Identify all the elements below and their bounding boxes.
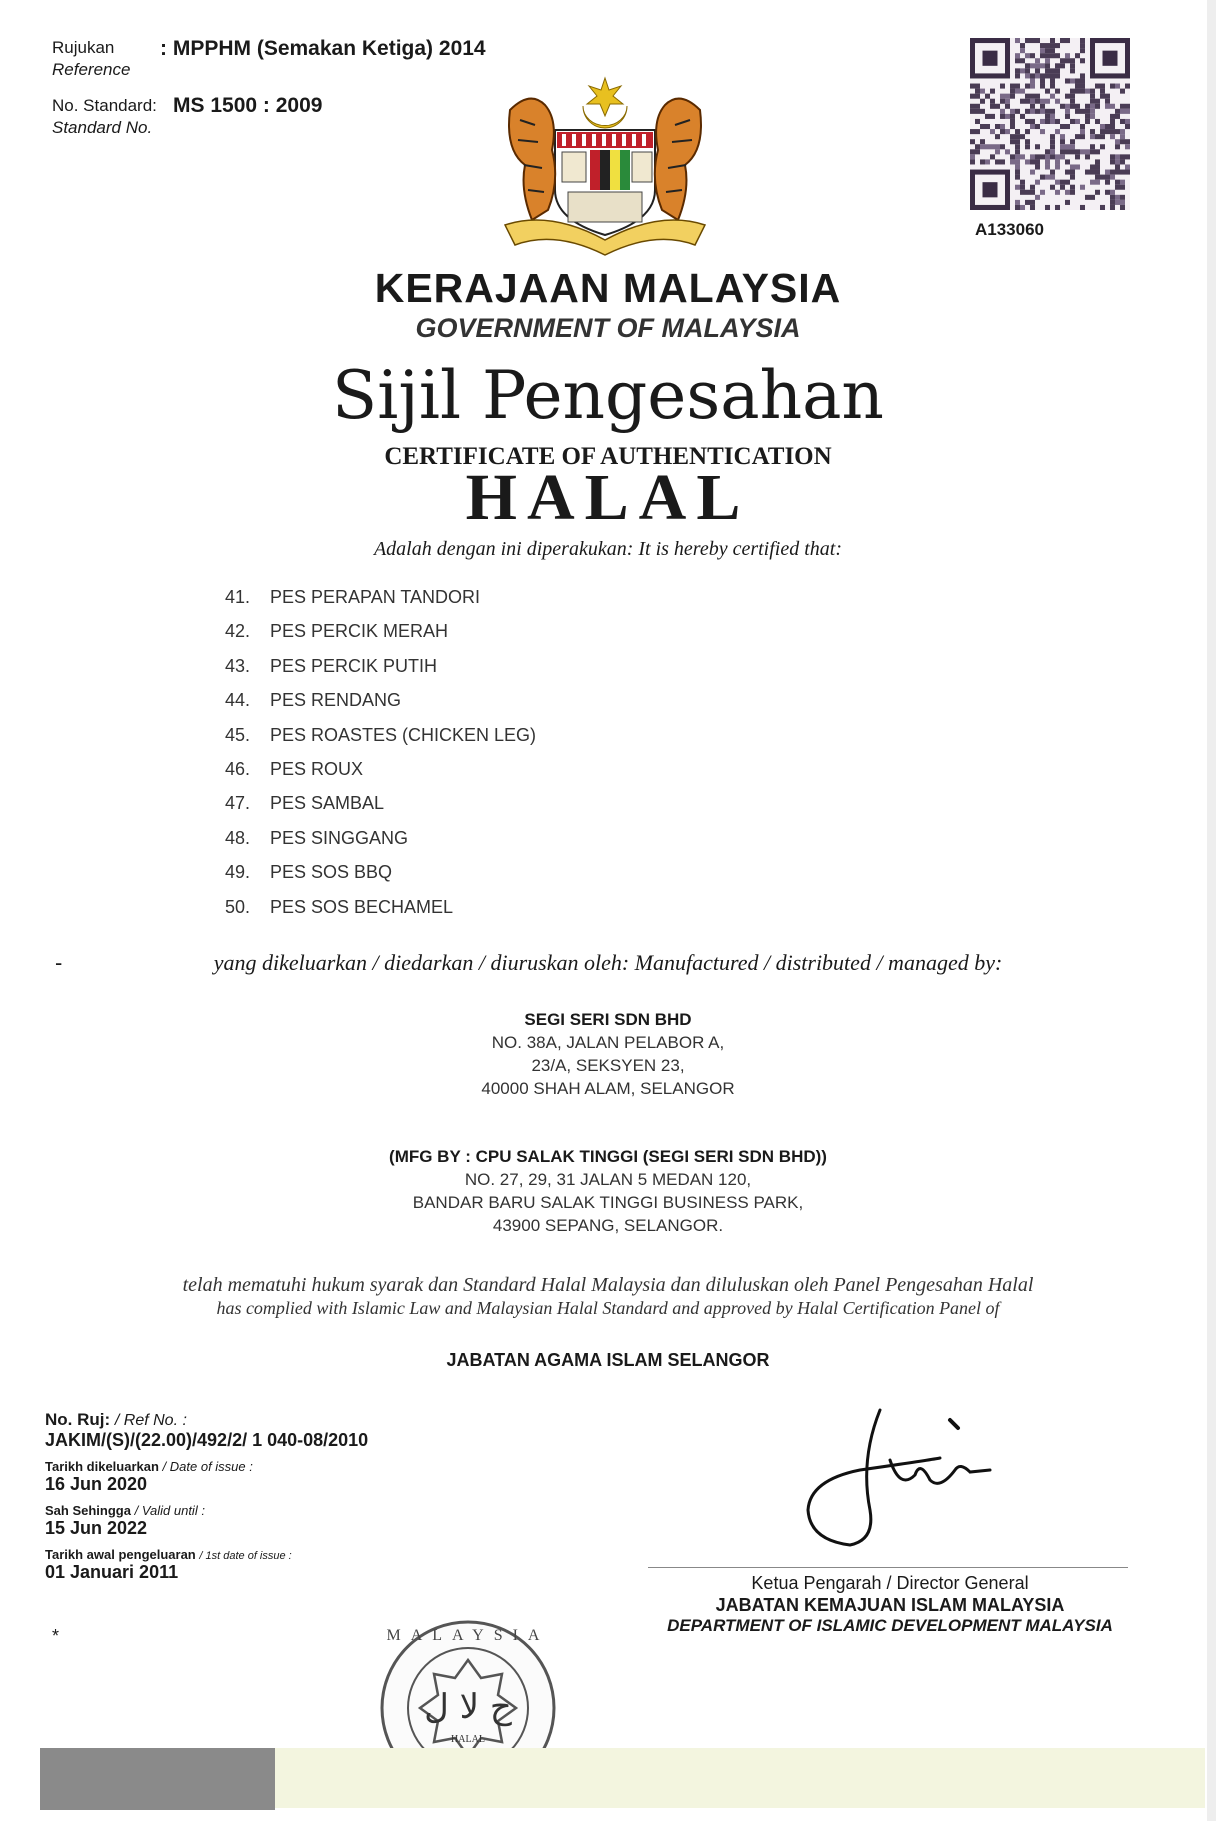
factory-address-line: BANDAR BARU SALAK TINGGI BUSINESS PARK, (412, 1193, 804, 1212)
coat-of-arms-emblem (490, 70, 720, 260)
list-item (225, 614, 825, 648)
compliance-statement (0, 1273, 1216, 1319)
halal-heading: HALAL (465, 461, 751, 534)
reference-label: Rujukan (52, 38, 115, 57)
reference-details (45, 1410, 545, 1591)
item-number: 42. (225, 621, 251, 642)
issue-date-value: 16 Jun 2020 (45, 1474, 148, 1494)
issue-date-label: Tarikh dikeluarkan (45, 1459, 159, 1474)
list-item (225, 580, 825, 614)
item-number: 50. (225, 896, 251, 917)
ref-no-label: No. Ruj: (45, 1410, 111, 1429)
item-name: PES SINGGANG (270, 827, 409, 848)
item-name: PES PERCIK PUTIH (270, 655, 438, 676)
item-name: PES ROASTES (CHICKEN LEG) (270, 724, 537, 745)
item-number: 49. (225, 862, 251, 883)
list-item (225, 683, 825, 717)
factory-address-block (0, 1145, 1216, 1237)
seal-center-text: HALAL (451, 1734, 485, 1745)
compliance-line-malay: telah mematuhi hukum syarak dan Standard Halal Malaysia dan diluluskan oleh Panel Pengesahan Halal (182, 1274, 1034, 1296)
factory-name: (MFG BY : CPU SALAK TINGGI (SEGI SERI SDN BHD)) (389, 1147, 827, 1166)
standard-label-en: Standard No. (52, 118, 153, 137)
government-title-malay: KERAJAAN MALAYSIA (374, 265, 842, 311)
list-item (225, 890, 825, 924)
company-address-line: NO. 38A, JALAN PELABOR A, (491, 1033, 725, 1052)
valid-until-label-en: / Valid until : (134, 1503, 205, 1518)
item-name: PES SOS BECHAMEL (270, 896, 454, 917)
first-issue-label: Tarikh awal pengeluaran (45, 1547, 196, 1562)
company-address-line: 40000 SHAH ALAM, SELANGOR (481, 1079, 735, 1098)
item-number: 47. (225, 793, 251, 814)
factory-address-line: NO. 27, 29, 31 JALAN 5 MEDAN 120, (464, 1170, 752, 1189)
certificate-subheading: CERTIFICATE OF AUTHENTICATION (384, 443, 832, 470)
first-issue-value: 01 Januari 2011 (45, 1562, 179, 1582)
ref-no-label-en: / Ref No. : (114, 1412, 187, 1429)
asterisk-mark: * (52, 1626, 60, 1646)
issue-date-label-en: / Date of issue : (162, 1459, 253, 1474)
valid-until-value: 15 Jun 2022 (45, 1518, 148, 1538)
list-item (225, 718, 825, 752)
company-address-block (0, 1008, 1216, 1100)
qr-code (970, 38, 1130, 210)
list-item (225, 855, 825, 889)
department-name-malay: JABATAN KEMAJUAN ISLAM MALAYSIA (715, 1595, 1065, 1615)
manufactured-by-intro: yang dikeluarkan / diedarkan / diuruskan oleh: Manufactured / distributed / managed by: (213, 950, 1003, 975)
security-band (275, 1748, 1205, 1808)
department-name-english: DEPARTMENT OF ISLAMIC DEVELOPMENT MALAYSIA (667, 1616, 1113, 1635)
item-number: 43. (225, 655, 251, 676)
item-name: PES SAMBAL (270, 793, 385, 814)
item-name: PES SOS BBQ (270, 862, 393, 883)
item-name: PES PERAPAN TANDORI (270, 587, 481, 607)
certificate-heading: Sijil Pengesahan (332, 357, 884, 434)
director-title: Ketua Pengarah / Director General (751, 1573, 1029, 1593)
ref-no-value: JAKIM/(S)/(22.00)/492/2/ 1 040-08/2010 (45, 1430, 369, 1450)
item-number: 48. (225, 827, 251, 848)
page-edge (1207, 0, 1216, 1821)
company-name: SEGI SERI SDN BHD (524, 1010, 692, 1029)
redacted-box (40, 1748, 275, 1810)
dash-mark: - (55, 950, 63, 975)
company-address-line: 23/A, SEKSYEN 23, (531, 1056, 685, 1075)
signature-line (648, 1567, 1128, 1568)
certified-statement: Adalah dengan ini diperakukan: It is hereby certified that: (373, 538, 843, 560)
item-number: 46. (225, 758, 251, 779)
item-name: PES RENDANG (270, 690, 402, 711)
list-item (225, 752, 825, 786)
list-item (225, 786, 825, 820)
list-item (225, 649, 825, 683)
director-signature (790, 1400, 1020, 1550)
government-title-english: GOVERNMENT OF MALAYSIA (415, 313, 801, 343)
valid-until-label: Sah Sehingga (45, 1503, 131, 1518)
standard-value: MS 1500 : 2009 (173, 94, 323, 117)
reference-value: : MPPHM (Semakan Ketiga) 2014 (160, 37, 486, 60)
item-number: 45. (225, 724, 251, 745)
item-number: 41. (225, 587, 251, 607)
first-issue-label-en: / 1st date of issue : (199, 1550, 292, 1562)
list-item (225, 821, 825, 855)
item-number: 44. (225, 690, 251, 711)
factory-address-line: 43900 SEPANG, SELANGOR. (492, 1216, 724, 1235)
standard-label: No. Standard: (52, 96, 157, 115)
seal-ring-text: MALAYSIA (386, 1627, 550, 1644)
item-name: PES PERCIK MERAH (270, 621, 449, 642)
svg-text:ح لا ل: ح لا ل (424, 1687, 512, 1727)
product-list (225, 580, 825, 924)
item-name: PES ROUX (270, 758, 364, 779)
reference-label-en: Reference (52, 60, 131, 79)
compliance-line-english: has complied with Islamic Law and Malaysian Halal Standard and approved by Halal Certification Panel of (216, 1298, 1000, 1318)
certifying-authority: JABATAN AGAMA ISLAM SELANGOR (446, 1350, 770, 1370)
serial-code: A133060 (975, 220, 1045, 239)
